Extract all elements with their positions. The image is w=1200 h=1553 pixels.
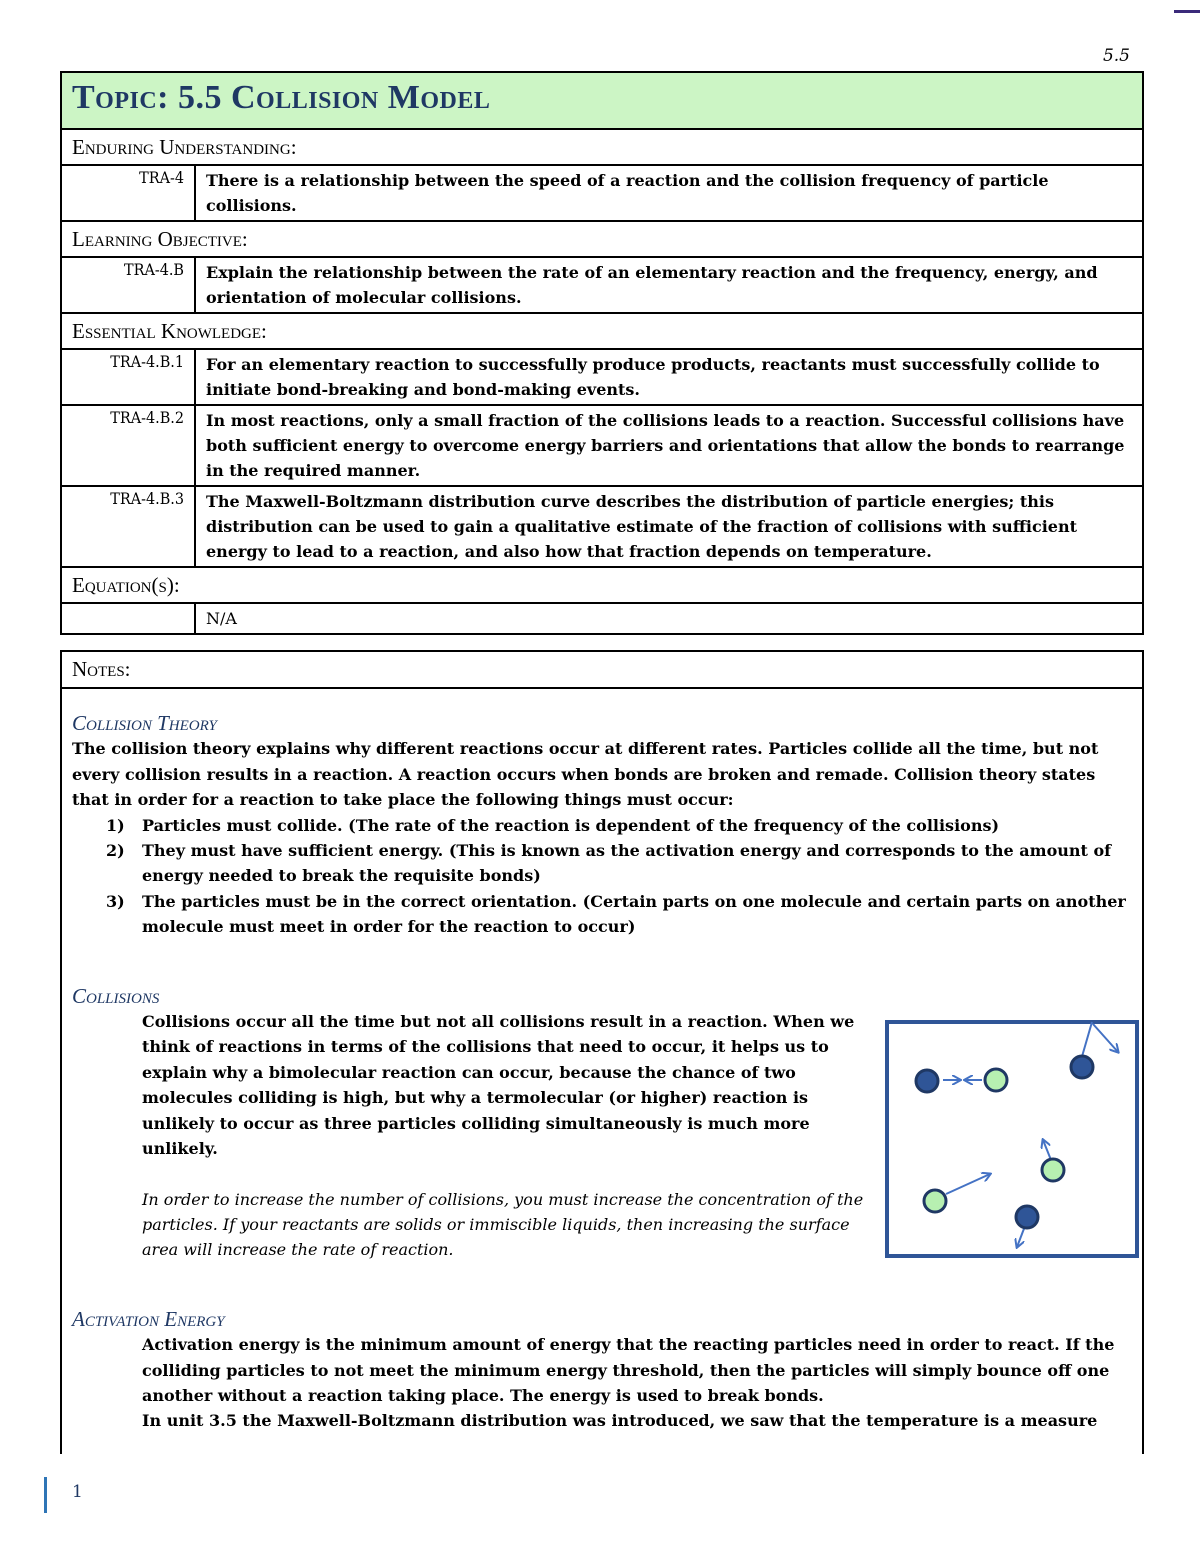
green-particle xyxy=(1042,1159,1064,1181)
activation-energy-heading: Activation Energy xyxy=(72,1306,225,1331)
essential-knowledge-row xyxy=(62,406,1142,487)
row-code xyxy=(62,604,196,633)
row-code: TRA-4.B.2 xyxy=(62,406,196,485)
footer-bar xyxy=(44,1477,47,1513)
notes-heading: Notes: xyxy=(62,652,1142,689)
blue-particle xyxy=(916,1070,938,1092)
collision-theory-steps xyxy=(72,813,1132,940)
learning-objective-row xyxy=(62,258,1142,314)
step-text: Particles must collide. (The rate of the reaction is dependent of the frequency of the collisions) xyxy=(142,815,1000,835)
essential-knowledge-row xyxy=(62,350,1142,406)
enduring-understanding-heading: Enduring Understanding: xyxy=(62,130,1142,166)
collision-theory-intro: The collision theory explains why different reactions occur at different rates. Particles collide all the time, but not every collision results in a reaction. A reaction occurs when bonds are broken and remade. Collision theory states that in order for a reaction to take place the following things must occur: xyxy=(72,739,1099,810)
row-code: TRA-4.B.3 xyxy=(62,487,196,566)
row-text: Explain the relationship between the rate of an elementary reaction and the frequency, energy, and orientation of molecular collisions. xyxy=(206,263,1098,307)
step-number: 2) xyxy=(106,841,125,861)
step-number: 3) xyxy=(106,891,125,911)
essential-knowledge-row xyxy=(62,487,1142,568)
collisions-note: In order to increase the number of collisions, you must increase the concentration of the particles. If your reactants are solids or immiscible liquids, then increasing the surface area will increase the rate of reaction. xyxy=(142,1189,864,1260)
collisions-paragraph: Collisions occur all the time but not all collisions result in a reaction. When we think of reactions in terms of the collisions that need to occur, it helps us to explain why a bimolecular reaction can occur, because the chance of two molecules colliding is high, but why a termolecular (or higher) reaction is unlikely to occur as three particles colliding simultaneously is much more unlikely. xyxy=(142,1012,855,1159)
figure-frame xyxy=(887,1022,1137,1256)
page-number: 1 xyxy=(72,1482,83,1502)
row-text: The Maxwell-Boltzmann distribution curve describes the distribution of particle energies; this distribution can be used to gain a qualitative estimate of the fraction of collisions with sufficient energy to lead to a reaction, and also how that fraction depends on temperature. xyxy=(206,492,1078,561)
row-text: N/A xyxy=(206,609,237,628)
notes-section xyxy=(60,650,1144,1454)
step-text: They must have sufficient energy. (This is known as the activation energy and corresponds to the amount of energy needed to break the requisite bonds) xyxy=(142,841,1112,886)
topic-title: Topic: 5.5 Collision Model xyxy=(62,73,1142,130)
green-particle xyxy=(924,1190,946,1212)
list-item xyxy=(106,813,1132,838)
list-item xyxy=(106,889,1132,940)
green-particle xyxy=(985,1069,1007,1091)
enduring-understanding-row xyxy=(62,166,1142,222)
learning-objective-heading: Learning Objective: xyxy=(62,222,1142,258)
activation-energy-continuation: In unit 3.5 the Maxwell-Boltzmann distribution was introduced, we saw that the temperature is a measure xyxy=(142,1411,1098,1431)
step-text: The particles must be in the correct orientation. (Certain parts on one molecule and certain parts on another molecule must meet in order for the reaction to occur) xyxy=(142,891,1126,937)
equations-heading: Equation(s): xyxy=(62,568,1142,604)
row-text: For an elementary reaction to successfully produce products, reactants must successfully collide to initiate bond-breaking and bond-making events. xyxy=(206,355,1100,399)
collisions-heading: Collisions xyxy=(72,983,160,1008)
collision-theory-heading: Collision Theory xyxy=(72,711,217,735)
row-code: TRA-4.B xyxy=(62,258,196,312)
equations-row xyxy=(62,604,1142,633)
topic-table xyxy=(60,71,1144,635)
row-code: TRA-4 xyxy=(62,166,196,220)
activation-energy-paragraph: Activation energy is the minimum amount of energy that the reacting particles need in order to react. If the colliding particles to not meet the minimum energy threshold, then the particles will simply bounce off one another without a reaction taking place. The energy is used to break bonds. xyxy=(142,1335,1115,1405)
essential-knowledge-heading: Essential Knowledge: xyxy=(62,314,1142,350)
row-text: In most reactions, only a small fraction of the collisions leads to a reaction. Successful collisions have both sufficient energy to overcome energy barriers and orientations that allow the bonds to rearrange in the required manner. xyxy=(206,411,1125,480)
collision-figure xyxy=(885,1020,1139,1258)
blue-particle xyxy=(1016,1206,1038,1228)
blue-particle xyxy=(1071,1056,1093,1078)
step-number: 1) xyxy=(106,815,125,835)
page-label: 5.5 xyxy=(1102,46,1130,66)
corner-mark xyxy=(1174,10,1200,13)
list-item xyxy=(106,838,1132,889)
row-code: TRA-4.B.1 xyxy=(62,350,196,404)
row-text: There is a relationship between the speed of a reaction and the collision frequency of particle collisions. xyxy=(206,171,1049,215)
